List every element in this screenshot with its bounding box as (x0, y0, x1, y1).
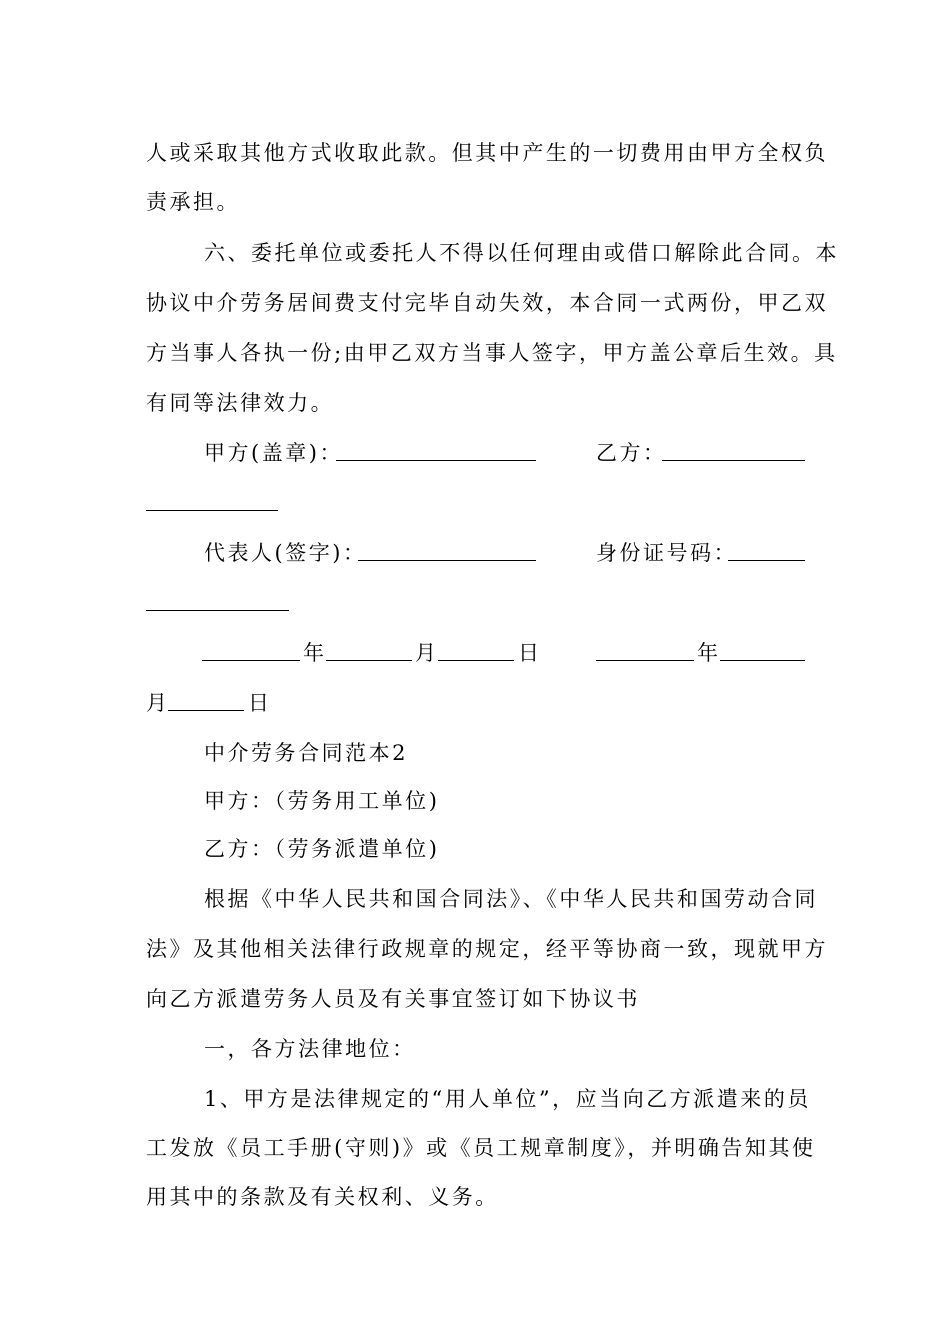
date-a-year-label: 年 (303, 641, 327, 665)
paragraph-line: 工发放《员工手册(守则)》或《员工规章制度》，并明确告知其使 (146, 1136, 816, 1160)
party-a-seal-label: 甲方(盖章)： (204, 441, 344, 465)
paragraph-line: 责承担。 (146, 190, 241, 214)
paragraph-line: 1、甲方是法律规定的“用人单位”，应当向乙方派遣来的员 (204, 1087, 811, 1111)
representative-line (358, 560, 536, 561)
paragraph-line: 根据《中华人民共和国合同法》、《中华人民共和国劳动合同 (204, 887, 819, 911)
paragraph-line: 有同等法律效力。 (146, 391, 335, 415)
party-a-seal-line (336, 460, 536, 461)
id-number-line-continued (146, 610, 289, 611)
party-b-label: 乙方： (596, 441, 667, 465)
date-a-year-line (202, 660, 300, 661)
date-b-day-line (168, 710, 244, 711)
date-a-day-line (438, 660, 514, 661)
party-b-line (662, 460, 805, 461)
contract-2-title: 中介劳务合同范本2 (204, 741, 409, 765)
paragraph-line: 方当事人各执一份;由甲乙双方当事人签字，甲方盖公章后生效。具 (146, 341, 838, 365)
paragraph-line: 向乙方派遣劳务人员及有关事宜签订如下协议书 (146, 987, 640, 1011)
date-a-month-line (326, 660, 412, 661)
representative-label: 代表人(签字)： (204, 541, 367, 565)
date-b-day-label: 日 (248, 691, 272, 715)
paragraph-line: 协议中介劳务居间费支付完毕自动失效，本合同一式两份，甲乙双 (146, 291, 829, 315)
party-b-line-continued (146, 510, 278, 511)
date-b-year-line (596, 660, 694, 661)
id-number-line (728, 560, 805, 561)
paragraph-line: 人或采取其他方式收取此款。但其中产生的一切费用由甲方全权负 (146, 141, 829, 165)
paragraph-line: 法》及其他相关法律行政规章的规定，经平等协商一致，现就甲方 (146, 937, 829, 961)
paragraph-line: 六、委托单位或委托人不得以任何理由或借口解除此合同。本 (204, 241, 840, 265)
id-number-label: 身份证号码： (596, 541, 738, 565)
date-b-month-label: 月 (146, 691, 170, 715)
party-a-line: 甲方：（劳务用工单位) (204, 789, 440, 813)
paragraph-line: 用其中的条款及有关权利、义务。 (146, 1185, 499, 1209)
section-heading: 一，各方法律地位： (204, 1037, 416, 1061)
date-a-month-label: 月 (415, 641, 439, 665)
date-b-year-label: 年 (697, 641, 721, 665)
date-b-month-line (720, 660, 805, 661)
party-b-line: 乙方：（劳务派遣单位) (204, 837, 440, 861)
date-a-day-label: 日 (518, 641, 542, 665)
